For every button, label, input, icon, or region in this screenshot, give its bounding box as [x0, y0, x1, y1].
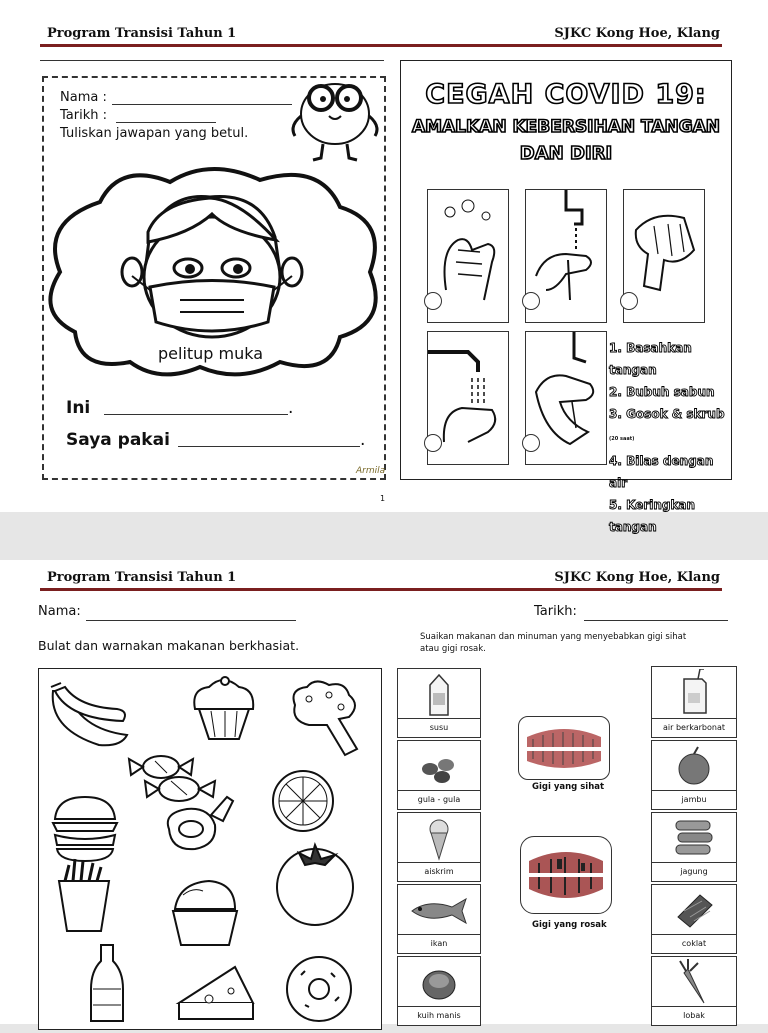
saya-pakai-answer-line	[178, 446, 360, 447]
banana-icon[interactable]	[51, 683, 127, 745]
step-panel-dry	[623, 189, 705, 323]
header-left: Program Transisi Tahun 1	[47, 26, 237, 41]
poster-title-line1: CEGAH COVID 19:	[425, 79, 707, 110]
food-card-susu[interactable]	[397, 668, 481, 738]
instruction-text: Tuliskan jawapan yang betul.	[60, 126, 249, 141]
covid-poster	[400, 60, 732, 534]
nama-label: Nama:	[38, 604, 81, 619]
step-item: 4. Bilas dengan air	[609, 454, 714, 490]
food-card-label: gula - gula	[398, 790, 480, 809]
food-card-jagung[interactable]	[651, 812, 737, 882]
tarikh-line	[116, 122, 216, 123]
step-number-circle[interactable]	[424, 292, 442, 310]
healthy-teeth-image[interactable]	[518, 716, 610, 780]
divider-line	[40, 60, 384, 61]
cheese-icon[interactable]	[179, 967, 253, 1019]
corn-icon	[670, 817, 718, 859]
step-panel-wet-hands	[427, 189, 509, 323]
food-card-jambu[interactable]	[651, 740, 737, 810]
orange-slice-icon[interactable]	[273, 771, 333, 831]
milk-carton-icon	[424, 673, 454, 717]
tarikh-line[interactable]	[584, 620, 728, 621]
step-number-circle[interactable]	[522, 434, 540, 452]
step-panel-scrub	[525, 331, 607, 465]
fries-icon[interactable]	[59, 859, 109, 931]
guava-icon	[676, 745, 712, 787]
food-card-air-berkarbonat[interactable]	[651, 666, 737, 738]
steps-list	[609, 337, 731, 538]
damaged-teeth-icon	[521, 837, 611, 913]
step-panel-rinse	[427, 331, 509, 465]
roast-chicken-icon[interactable]	[173, 881, 237, 945]
food-card-label: air berkarbonat	[652, 718, 736, 737]
broccoli-icon[interactable]	[294, 681, 358, 755]
damaged-teeth-image[interactable]	[520, 836, 612, 914]
header-rule	[40, 588, 722, 591]
poster-title-line3: DAN DIRI	[519, 143, 613, 164]
burger-icon[interactable]	[53, 797, 117, 861]
food-card-lobak[interactable]	[651, 956, 737, 1026]
saya-pakai-period: .	[360, 430, 366, 450]
food-card-ikan[interactable]	[397, 884, 481, 954]
header-rule	[40, 44, 722, 47]
step-item: 3. Gosok & skrub (20 saat)	[609, 407, 725, 442]
food-card-label: coklat	[652, 934, 736, 953]
ice-cream-icon	[426, 817, 452, 861]
step-item: 1. Basahkan tangan	[609, 341, 692, 377]
mask-worksheet	[40, 62, 388, 484]
step-number-circle[interactable]	[620, 292, 638, 310]
instruction-right-line2: atau gigi rosak.	[420, 644, 486, 654]
food-card-gula-gula[interactable]	[397, 740, 481, 810]
owl-mascot-icon	[285, 76, 385, 166]
ini-period: .	[288, 398, 294, 418]
carrot-icon	[676, 959, 712, 1005]
healthy-teeth-label: Gigi yang sihat	[532, 782, 605, 792]
page-2	[0, 560, 768, 1024]
food-drawings	[39, 669, 381, 1029]
sweets-icon	[418, 751, 460, 787]
damaged-teeth-label: Gigi yang rosak	[532, 920, 607, 930]
chicken-drumstick-icon[interactable]	[168, 797, 233, 849]
cake-icon	[420, 963, 458, 1003]
ini-answer-line	[104, 414, 288, 415]
poster-title-line2: AMALKAN KEBERSIHAN TANGAN	[411, 117, 721, 137]
food-coloring-box	[38, 668, 382, 1030]
healthy-teeth-icon	[519, 717, 609, 779]
food-card-coklat[interactable]	[651, 884, 737, 954]
nama-line	[112, 104, 292, 105]
food-card-label: susu	[398, 718, 480, 737]
fish-icon	[408, 897, 470, 925]
saya-pakai-label: Saya pakai	[66, 430, 170, 450]
tarikh-label: Tarikh :	[60, 108, 107, 123]
instruction-right-line1: Suaikan makanan dan minuman yang menyebabkan gigi sihat	[420, 632, 687, 642]
donut-icon[interactable]	[287, 957, 351, 1021]
header-right: SJKC Kong Hoe, Klang	[554, 570, 720, 585]
chocolate-icon	[672, 891, 716, 931]
step-panel-soap	[525, 189, 607, 323]
page-number: 1	[380, 494, 386, 503]
nama-label: Nama :	[60, 90, 107, 105]
food-card-kuih-manis[interactable]	[397, 956, 481, 1026]
tomato-icon[interactable]	[277, 845, 353, 925]
food-card-label: kuih manis	[398, 1006, 480, 1025]
juice-box-icon	[678, 669, 710, 715]
step3-note: (20 saat)	[609, 436, 635, 442]
candy-icon[interactable]	[129, 756, 215, 801]
step-number-circle[interactable]	[424, 434, 442, 452]
step-item: 5. Keringkan tangan	[609, 498, 696, 534]
cupcake-icon[interactable]	[194, 677, 253, 739]
step-number-circle[interactable]	[522, 292, 540, 310]
step-item: 2. Bubuh sabun	[609, 385, 715, 399]
ini-label: Ini	[66, 398, 91, 418]
armila-logo: Armila	[356, 466, 386, 476]
page-header	[47, 570, 720, 588]
food-card-label: jagung	[652, 862, 736, 881]
header-left: Program Transisi Tahun 1	[47, 570, 237, 585]
food-card-aiskrim[interactable]	[397, 812, 481, 882]
nama-line[interactable]	[86, 620, 296, 621]
mask-caption: pelitup muka	[158, 344, 264, 363]
food-card-label: lobak	[652, 1006, 736, 1025]
header-right: SJKC Kong Hoe, Klang	[554, 26, 720, 41]
instruction-left: Bulat dan warnakan makanan berkhasiat.	[38, 638, 300, 653]
tarikh-label: Tarikh:	[534, 604, 577, 619]
food-card-label: aiskrim	[398, 862, 480, 881]
page-header	[47, 26, 720, 44]
soda-bottle-icon[interactable]	[91, 945, 123, 1021]
food-card-label: jambu	[652, 790, 736, 809]
food-card-label: ikan	[398, 934, 480, 953]
